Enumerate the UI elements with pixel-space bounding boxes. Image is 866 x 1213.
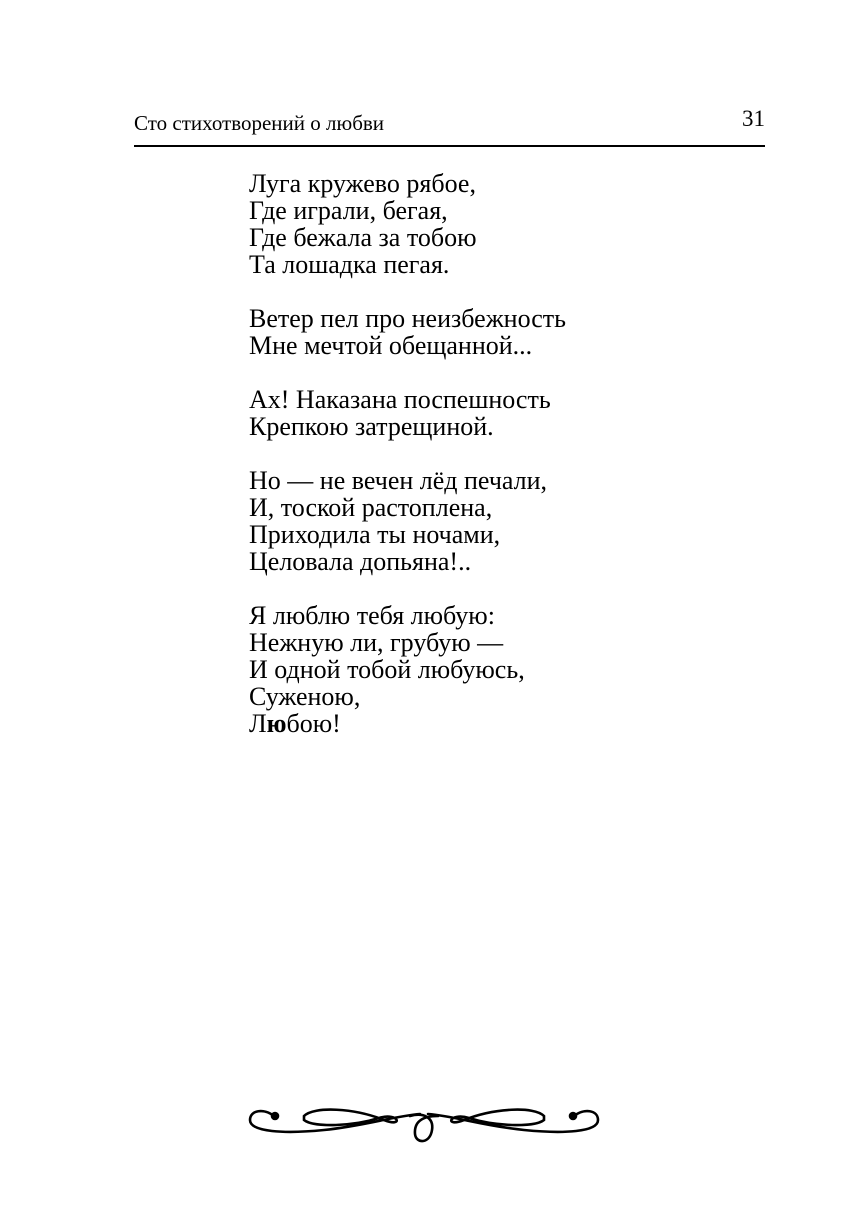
last-line-bold: ю xyxy=(266,709,287,738)
running-header-title: Сто стихотворений о любви xyxy=(134,111,385,135)
poem-line: Я люблю тебя любую: xyxy=(249,601,495,630)
poem-line: Ах! Наказана поспешность xyxy=(249,385,551,414)
poem-last-line xyxy=(249,710,566,737)
stanza xyxy=(249,170,566,278)
poem-line: Суженою, xyxy=(249,682,361,711)
poem-line: Нежную ли, грубую — xyxy=(249,628,504,657)
poem-line: Приходила ты ночами, xyxy=(249,520,501,549)
poem-line: Где бежала за тобою xyxy=(249,223,477,252)
poem-line: И, тоской растоплена, xyxy=(249,493,493,522)
poem xyxy=(249,170,566,764)
last-line-post: бою! xyxy=(286,709,341,738)
poem-line: Ветер пел про неизбежность xyxy=(249,304,566,333)
stanza xyxy=(249,602,566,737)
poem-line: Целовала допьяна!.. xyxy=(249,547,472,576)
poem-line: Луга кружево рябое, xyxy=(249,169,476,198)
stanza xyxy=(249,467,566,575)
poem-line: И одной тобой любуюсь, xyxy=(249,655,525,684)
poem-line: Та лошадка пегая. xyxy=(249,250,450,279)
stanza xyxy=(249,386,566,440)
stanza xyxy=(249,305,566,359)
poem-line: Мне мечтой обещанной... xyxy=(249,331,533,360)
page-number: 31 xyxy=(742,106,765,131)
poem-line: Крепкою затрещиной. xyxy=(249,412,494,441)
decorative-flourish-icon xyxy=(244,1094,604,1148)
header-rule xyxy=(134,145,765,147)
last-line-pre: Л xyxy=(249,709,267,738)
poem-line: Но — не вечен лёд печали, xyxy=(249,466,548,495)
poem-line: Где играли, бегая, xyxy=(249,196,448,225)
